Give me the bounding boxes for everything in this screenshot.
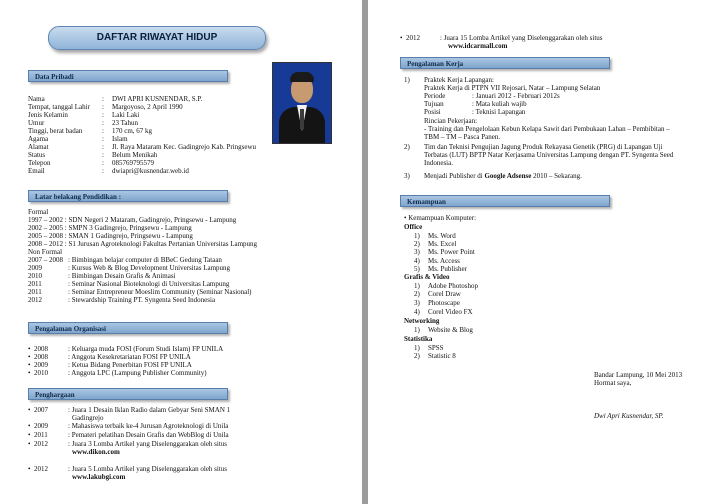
skill-group: Networking — [404, 317, 440, 325]
pkl-field-label: Posisi — [424, 108, 441, 116]
cv-title: DAFTAR RIWAYAT HIDUP — [48, 26, 266, 50]
award-url: www.idcarmall.com — [448, 42, 508, 50]
profile-photo — [272, 62, 332, 144]
skill-item: Adobe Photoshop — [428, 282, 478, 290]
field-value: Laki Laki — [112, 111, 140, 119]
section-kemampuan: Kemampuan — [400, 195, 610, 207]
field-value: Jl. Raya Mataram Kec. Gadingrejo Kab. Pringsewu — [112, 143, 257, 151]
org-year: 2010 — [34, 369, 48, 377]
formal-item: 1997 – 2002 : SDN Negeri 2 Mataram, Gadingrejo, Pringsewu - Lampung — [28, 216, 237, 224]
org-item: : Keluarga muda FOSI (Forum Studi Islam) FP UNILA — [68, 345, 224, 353]
award-item-cont: Gadingrejo — [72, 414, 104, 422]
formal-label: Formal — [28, 208, 49, 216]
field-value: 085769795579 — [112, 159, 154, 167]
pkl-field-label: Tujuan — [424, 100, 444, 108]
org-item: : Anggota LPC (Lampung Publisher Community) — [68, 369, 207, 377]
pkl-rincian-label: Rincian Pekerjaan: — [424, 117, 478, 125]
field-value: 170 cm, 67 kg — [112, 127, 153, 135]
skill-item: Ms. Access — [428, 257, 460, 265]
field-label: Tempat, tanggal Lahir — [28, 103, 90, 111]
field-value: Islam — [112, 135, 128, 143]
section-data-pribadi: Data Pribadi — [28, 70, 228, 82]
org-year: 2008 — [34, 345, 48, 353]
nonformal-year: 2007 – 2008 — [28, 256, 63, 264]
award-item: : Juara 3 Lomba Artikel yang Diselenggarakan oleh situs — [68, 440, 228, 448]
field-value: Belum Menikah — [112, 151, 158, 159]
award-item: : Juara 5 Lomba Artikel yang Diselenggarakan oleh situs — [68, 465, 228, 473]
pkl-place: Praktek Kerja di PTPN VII Rejosari, Natar – Lampung Selatan — [424, 84, 601, 92]
work-item-2: Terbatas (LUT) BPTP Natar Kerjasama Universitas Lampung dengan PT. Syngenta Seed — [424, 151, 674, 159]
org-item: : Anggota Kesekretariatan FOSI FP UNILA — [68, 353, 191, 361]
field-label: Status — [28, 151, 46, 159]
nonformal-label: Non Formal — [28, 248, 63, 256]
org-year: 2009 — [34, 361, 48, 369]
award-year: 2009 — [34, 422, 48, 430]
nonformal-year: 2012 — [28, 296, 42, 304]
pkl-rincian: TBM – TM – Pasca Panen. — [424, 133, 501, 141]
pkl-field-value: : Mata kuliah wajib — [472, 100, 527, 108]
page-right: • 2012 : Juara 15 Lomba Artikel yang Diselenggarakan oleh situs www.idcarmall.com Pengalaman Kerja 1) Praktek Kerja Lapangan: Praktek Kerja di PTPN VII Rejosari, Natar – Lampung Selatan Periode : Januari 2012 - Februari 2012s Tujuan : Mata kuliah wajib Posisi : Teknisi Lapangan Rincian Pekerjaan: - Training dan Pengelolaan Kebun Kelapa Sawit dari Pembukaan Lahan – Pembibitan – TBM – TM – Pasca Panen. 2) Tim dan Teknisi Pengujian Jagung Produk Rekayasa Genetik (PRG) di Lapangan Uji Terbatas (LUT) BPTP Natar Kerjasama Universitas Lampung dengan PT. Syngenta Seed Indonesia. 3) Menjadi Publisher di Google Adsense 2010 – Sekarang. Kemampuan • Kemampuan Komputer: Office 1) Ms. Word 2) Ms. Excel 3) Ms. Power Point 4) Ms. Access 5) Ms. Publisher Grafis & Video 1) Adobe Photoshop 2) Corel Draw 3) Photoscape 4) Corel Video FX Networking 1) Website & Blog Statistika 1) SPSS 2) Statistic 8 Bandar Lampung, 10 Mei 2013 Hormat saya, Dwi Apri Kusnendar, SP. — [368, 0, 725, 504]
skill-item: Photoscape — [428, 299, 460, 307]
skill-group: Statistika — [404, 335, 433, 343]
formal-item: 2005 – 2008 : SMAN 1 Gadingrejo, Pringsewu - Lampung — [28, 232, 193, 240]
skill-item: Ms. Power Point — [428, 248, 475, 256]
nonformal-item: : Seminar Entrepreneur Moeslim Community (Seminar Nasional) — [68, 288, 252, 296]
field-label: Tinggi, berat badan — [28, 127, 83, 135]
field-label: Umur — [28, 119, 45, 127]
nonformal-item: : Bimbingan Desain Grafis & Animasi — [68, 272, 176, 280]
nonformal-year: 2011 — [28, 280, 42, 288]
pkl-field-value: : Teknisi Lapangan — [472, 108, 526, 116]
skill-item: Statistic 8 — [428, 352, 456, 360]
org-item: : Ketua Bidang Penerbitan FOSI FP UNILA — [68, 361, 192, 369]
award-item: : Mahasiswa terbaik ke-4 Jurusan Agroteknologi di Unila — [68, 422, 229, 430]
field-label: Jenis Kelamin — [28, 111, 68, 119]
award-item: : Pemateri pelatihan Desain Grafis dan WebBlog di Unila — [68, 431, 229, 439]
field-value: Margoyoso, 2 April 1990 — [112, 103, 183, 111]
skill-item: Ms. Excel — [428, 240, 457, 248]
section-penghargaan: Penghargaan — [28, 388, 228, 400]
skill-item: Corel Draw — [428, 290, 461, 298]
award-year: 2012 — [34, 465, 48, 473]
work-item-2: Indonesia. — [424, 159, 453, 167]
work-item-3: Menjadi Publisher di Google Adsense 2010 – Sekarang. — [424, 172, 582, 180]
skill-item: Ms. Publisher — [428, 265, 467, 273]
award-item: : Juara 15 Lomba Artikel yang Diselenggarakan oleh situs — [440, 34, 603, 42]
award-year: 2012 — [406, 34, 420, 42]
skill-item: SPSS — [428, 344, 444, 352]
place-date: Bandar Lampung, 10 Mei 2013 — [594, 371, 683, 379]
nonformal-item: : Bimbingan belajar computer di BBeC Gedung Tataan — [68, 256, 222, 264]
award-year: 2007 — [34, 406, 48, 414]
field-label: Agama — [28, 135, 49, 143]
field-label: Telepon — [28, 159, 51, 167]
pkl-rincian: - Training dan Pengelolaan Kebun Kelapa Sawit dari Pembukaan Lahan – Pembibitan – — [424, 125, 670, 133]
field-label: Alamat — [28, 143, 49, 151]
section-pengalaman-kerja: Pengalaman Kerja — [400, 57, 610, 69]
award-year: 2012 — [34, 440, 48, 448]
award-url: www.lakubgi.com — [72, 473, 126, 481]
pkl-title: Praktek Kerja Lapangan: — [424, 76, 494, 84]
pkl-field-label: Periode — [424, 92, 446, 100]
salutation: Hormat saya, — [594, 379, 632, 387]
nonformal-year: 2010 — [28, 272, 42, 280]
work-item-2: Tim dan Teknisi Pengujian Jagung Produk Rekayasa Genetik (PRG) di Lapangan Uji — [424, 143, 663, 151]
signature-name: Dwi Apri Kusnendar, SP. — [594, 412, 664, 420]
award-item: : Juara 1 Desain Iklan Radio dalam Gebyar Seni SMAN 1 — [68, 406, 231, 414]
award-url: www.dikon.com — [72, 448, 120, 456]
nonformal-item: : Kursus Web & Blog Development Universitas Lampung — [68, 264, 231, 272]
nonformal-year: 2009 — [28, 264, 42, 272]
field-value: 23 Tahun — [112, 119, 139, 127]
skill-item: Ms. Word — [428, 232, 456, 240]
formal-item: 2008 – 2012 : S1 Jurusan Agroteknologi Fakultas Pertanian Universitas Lampung — [28, 240, 258, 248]
org-year: 2008 — [34, 353, 48, 361]
field-value: dwiapri@kusnendar.web.id — [112, 167, 189, 175]
pkl-field-value: : Januari 2012 - Februari 2012s — [472, 92, 560, 100]
section-organisasi: Pengalaman Organisasi — [28, 322, 228, 334]
nonformal-year: 2011 — [28, 288, 42, 296]
kemampuan-intro: • Kemampuan Komputer: — [404, 214, 477, 222]
page-left: DAFTAR RIWAYAT HIDUP Data Pribadi Nama : DWI APRI KUSNENDAR, S.P. Tempat, tanggal Lahir : Margoyoso, 2 April 1990 Jenis Kelamin : Laki Laki Umur : 23 Tahun Tinggi, berat badan : 170 cm, 67 kg Agama : Islam Alamat : Jl. Raya Mataram Kec. Gadingrejo Kab. Pringsewu Status : Belum Menikah Telepon : 085769795579 Email : dwiapri@kusnendar.web.id Latar belakang Pendidikan : Formal 1997 – 2002 : SDN Negeri 2 Mataram, Gadingrejo, Pringsewu - Lampung 2002 – 2005 : SMPN 3 Gadingrejo, Pringsewu - Lampung 2005 – 2008 : SMAN 1 Gadingrejo, Pringsewu - Lampung 2008 – 2012 : S1 Jurusan Agroteknologi Fakultas Pertanian Universitas Lampung Non Formal 2007 – 2008 : Bimbingan belajar computer di BBeC Gedung Tataan 2009 : Kursus Web & Blog Development Universitas Lampung 2010 : Bimbingan Desain Grafis & Animasi 2011 : Seminar Nasional Bioteknologi di Universitas Lampung 2011 : Seminar Entrepreneur Moeslim Community (Seminar Nasional) 2012 : Stewardship Training PT. Syngenta Seed Indonesia Pengalaman Organisasi • 2008 : Keluarga muda FOSI (Forum Studi Islam) FP UNILA • 2008 : Anggota Kesekretariatan FOSI FP UNILA • 2009 : Ketua Bidang Penerbitan FOSI FP UNILA • 2010 : Anggota LPC (Lampung Publisher Community) Penghargaan • 2007 : Juara 1 Desain Iklan Radio dalam Gebyar Seni SMAN 1 Gadingrejo • 2009 : Mahasiswa terbaik ke-4 Jurusan Agroteknologi di Unila • 2011 : Pemateri pelatihan Desain Grafis dan WebBlog di Unila • 2012 : Juara 3 Lomba Artikel yang Diselenggarakan oleh situs www.dikon.com • 2012 : Juara 5 Lomba Artikel yang Diselenggarakan oleh situs www.lakubgi.com — [0, 0, 362, 504]
skill-item: Corel Video FX — [428, 308, 473, 316]
section-pendidikan: Latar belakang Pendidikan : — [28, 190, 228, 202]
field-label: Email — [28, 167, 45, 175]
skill-group: Office — [404, 223, 423, 231]
award-year: 2011 — [34, 431, 48, 439]
nonformal-item: : Seminar Nasional Bioteknologi di Universitas Lampung — [68, 280, 230, 288]
nonformal-item: : Stewardship Training PT. Syngenta Seed Indonesia — [68, 296, 216, 304]
field-value: DWI APRI KUSNENDAR, S.P. — [112, 95, 203, 103]
formal-item: 2002 – 2005 : SMPN 3 Gadingrejo, Pringsewu - Lampung — [28, 224, 192, 232]
skill-group: Grafis & Video — [404, 273, 450, 281]
skill-item: Website & Blog — [428, 326, 473, 334]
field-label: Nama — [28, 95, 45, 103]
